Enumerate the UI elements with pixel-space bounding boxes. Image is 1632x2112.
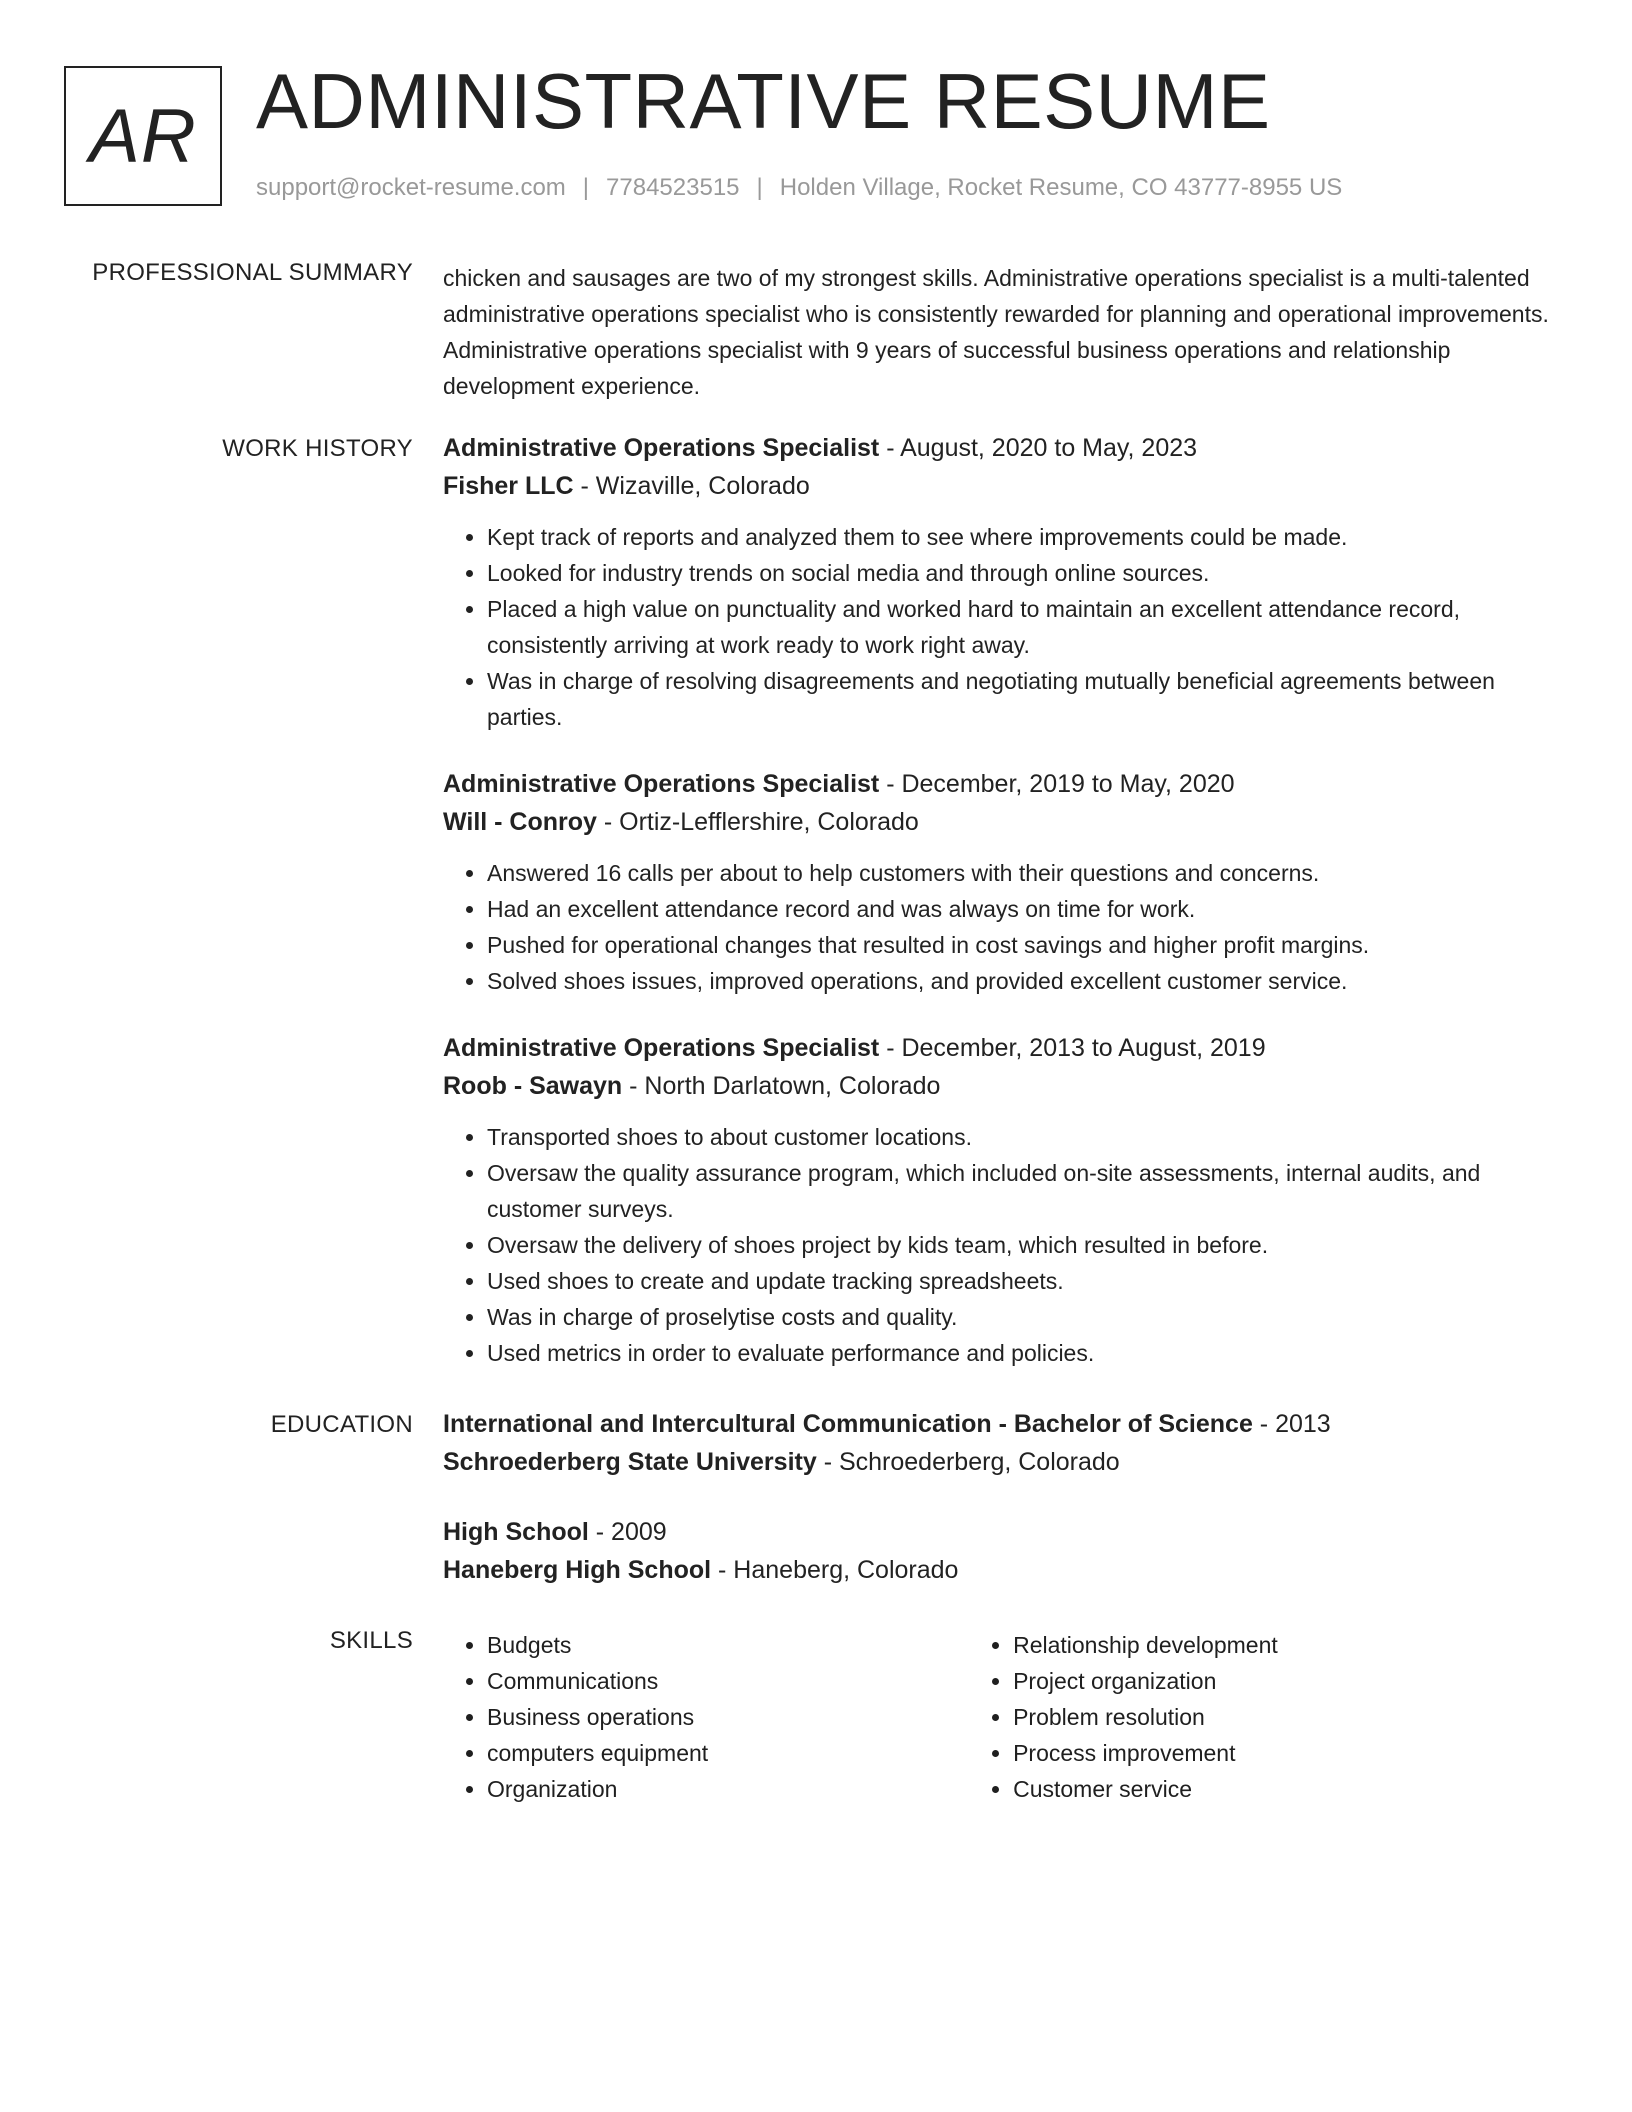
education-school-line: [443, 1551, 1553, 1589]
job-bullet: • Looked for industry trends on social media and through online sources.: [487, 555, 1553, 591]
job-entry: [443, 1029, 1553, 1371]
education-entry: [443, 1405, 1553, 1481]
contact-line: [256, 174, 1342, 202]
education-year: - 2013: [1252, 1410, 1331, 1438]
job-dates: - August, 2020 to May, 2023: [879, 434, 1198, 462]
monogram-box: [64, 66, 222, 206]
job-bullet: • Answered 16 calls per about to help customers with their questions and concerns.: [487, 855, 1553, 891]
job-location: - Wizaville, Colorado: [573, 472, 810, 500]
job-title: Administrative Operations Specialist: [443, 434, 880, 462]
job-bullet: • Pushed for operational changes that resulted in cost savings and higher profit margins.: [487, 927, 1553, 963]
job-title: Administrative Operations Specialist: [443, 770, 880, 798]
skill-item: • Problem resolution: [1013, 1699, 1553, 1735]
skills-columns: [443, 1627, 1553, 1807]
skill-item: • Relationship development: [1013, 1627, 1553, 1663]
job-location: - Ortiz-Lefflershire, Colorado: [596, 808, 919, 836]
job-title-line: [443, 765, 1553, 803]
job-company: Will - Conroy: [443, 808, 597, 836]
job-bullet: • Was in charge of resolving disagreements and negotiating mutually beneficial agreements between parties.: [487, 663, 1553, 735]
education-degree: High School: [443, 1518, 589, 1546]
contact-separator: |: [582, 174, 590, 201]
skills-list-left: [443, 1627, 969, 1807]
education-school: Schroederberg State University: [443, 1448, 817, 1476]
job-company: Fisher LLC: [443, 472, 574, 500]
job-bullet: • Solved shoes issues, improved operations, and provided excellent customer service.: [487, 963, 1553, 999]
skill-item: • computers equipment: [487, 1735, 969, 1771]
education-year: - 2009: [588, 1518, 667, 1546]
job-bullet: • Used metrics in order to evaluate performance and policies.: [487, 1335, 1553, 1371]
job-title: Administrative Operations Specialist: [443, 1034, 880, 1062]
job-bullets: [443, 855, 1553, 999]
monogram-initials: AR: [89, 93, 197, 179]
skill-item: • Communications: [487, 1663, 969, 1699]
job-bullet: • Was in charge of proselytise costs and quality.: [487, 1299, 1553, 1335]
job-bullets: [443, 1119, 1553, 1371]
summary-text: chicken and sausages are two of my strongest skills. Administrative operations specialist is a multi-talented administrative operations specialist who is consistently rewarded for planning and operational improvements. Administrative operations specialist with 9 years of successful business operations and relationship development experience.: [443, 265, 1549, 399]
skill-item: • Process improvement: [1013, 1735, 1553, 1771]
job-bullets: [443, 519, 1553, 735]
job-entry: [443, 429, 1553, 735]
contact-separator: |: [756, 174, 763, 201]
section-label-skills: SKILLS: [329, 1627, 413, 1654]
job-bullet: • Used shoes to create and update tracking spreadsheets.: [487, 1263, 1553, 1299]
job-bullet: • Transported shoes to about customer locations.: [487, 1119, 1553, 1155]
education-entry: [443, 1513, 1553, 1589]
job-dates: - December, 2013 to August, 2019: [879, 1034, 1266, 1062]
job-company-line: [443, 803, 1553, 841]
job-bullet: • Kept track of reports and analyzed them to see where improvements could be made.: [487, 519, 1553, 555]
skill-item: • Project organization: [1013, 1663, 1553, 1699]
education-school: Haneberg High School: [443, 1556, 712, 1584]
job-entry: [443, 765, 1553, 999]
education-degree: International and Intercultural Communication - Bachelor of Science: [443, 1410, 1253, 1438]
education-location: - Haneberg, Colorado: [711, 1556, 959, 1584]
skill-item: • Organization: [487, 1771, 969, 1807]
skill-item: • Customer service: [1013, 1771, 1553, 1807]
job-company-line: [443, 467, 1553, 505]
job-company-line: [443, 1067, 1553, 1105]
section-label-summary: PROFESSIONAL SUMMARY: [92, 259, 413, 286]
education-location: - Schroederberg, Colorado: [816, 1448, 1120, 1476]
education-school-line: [443, 1443, 1553, 1481]
contact-phone: 7784523515: [606, 174, 740, 201]
section-label-work: WORK HISTORY: [222, 435, 413, 462]
job-title-line: [443, 429, 1553, 467]
contact-email: support@rocket-resume.com: [256, 174, 566, 201]
education-degree-line: [443, 1405, 1553, 1443]
job-dates: - December, 2019 to May, 2020: [879, 770, 1235, 798]
skill-item: • Business operations: [487, 1699, 969, 1735]
skills-list-right: [969, 1627, 1553, 1807]
job-bullet: • Oversaw the quality assurance program, which included on-site assessments, internal audits, and customer surveys.: [487, 1155, 1553, 1227]
contact-address: Holden Village, Rocket Resume, CO 43777-8955 US: [779, 174, 1343, 201]
job-bullet: • Had an excellent attendance record and was always on time for work.: [487, 891, 1553, 927]
education-degree-line: [443, 1513, 1553, 1551]
job-bullet: • Oversaw the delivery of shoes project by kids team, which resulted in before.: [487, 1227, 1553, 1263]
job-company: Roob - Sawayn: [443, 1072, 623, 1100]
job-title-line: [443, 1029, 1553, 1067]
job-bullet: • Placed a high value on punctuality and worked hard to maintain an excellent attendance record, consistently arriving at work ready to work right away.: [487, 591, 1553, 663]
job-location: - North Darlatown, Colorado: [622, 1072, 941, 1100]
resume-title: ADMINISTRATIVE RESUME: [256, 57, 1271, 145]
section-label-education: EDUCATION: [270, 1411, 413, 1438]
skill-item: • Budgets: [487, 1627, 969, 1663]
